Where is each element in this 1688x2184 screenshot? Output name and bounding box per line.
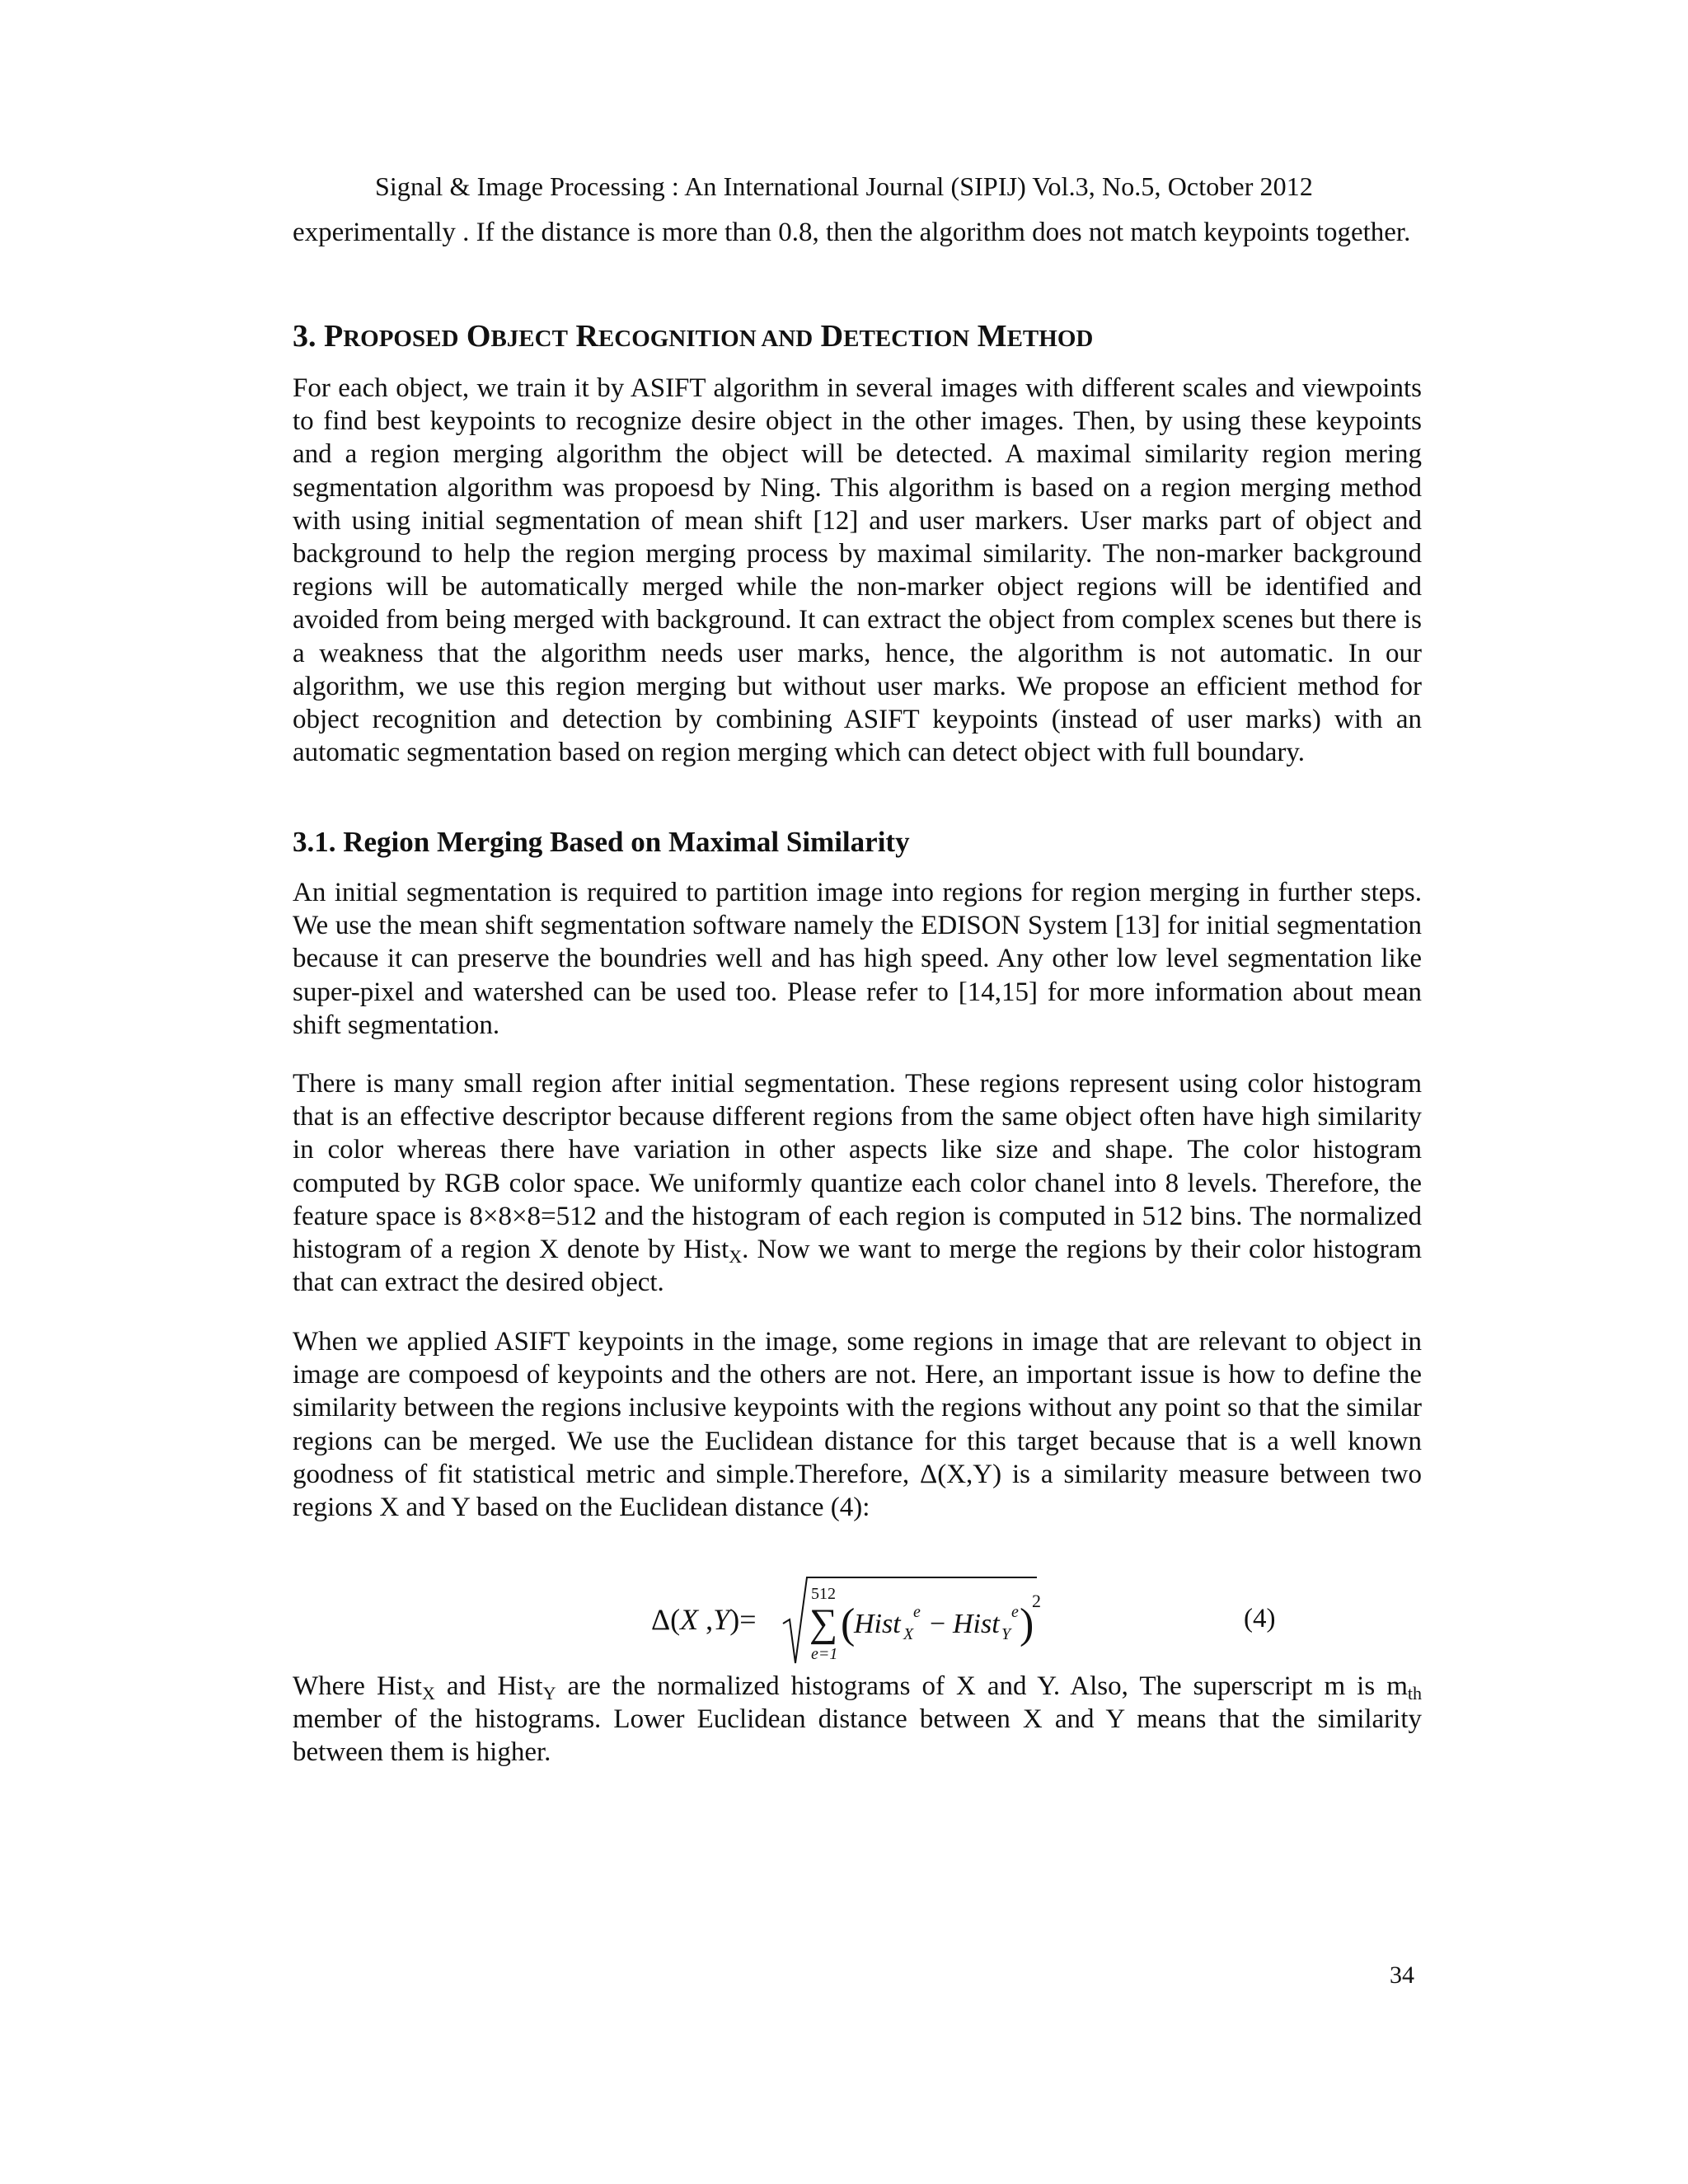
var-x: X bbox=[680, 1603, 699, 1636]
hist-x-superscript: e bbox=[913, 1603, 921, 1621]
title-cap: P bbox=[324, 319, 344, 354]
subsection-31-paragraph-4-block bbox=[293, 1670, 1422, 1769]
paragraph-text: Where Hist bbox=[293, 1671, 422, 1701]
subscript: X bbox=[729, 1246, 743, 1268]
var-y: Y bbox=[713, 1603, 730, 1636]
title-smallcaps: ETHOD bbox=[1006, 326, 1094, 352]
section-3-heading bbox=[293, 316, 1422, 359]
title-smallcaps: ECOGNITION AND bbox=[598, 326, 814, 352]
subscript: Y bbox=[542, 1683, 556, 1704]
paren-close: ) bbox=[729, 1603, 740, 1636]
hist-y-subscript: Y bbox=[1001, 1625, 1011, 1643]
paragraph-text: . Now we want to merge the regions by their color histogram that can extract the desired object. bbox=[293, 1235, 1422, 1298]
subsection-31-paragraph-3: When we applied ASIFT keypoints in the image, some regions in image that are relevant to object in image are compoesd of keypoints and the others are not. Here, an important issue is how to define the similarity between the regions inclusive keypoints with the regions without any point so that the similar regions can be merged. We use the Euclidean distance for this target because that is a well known goodness of fit statistical metric and simple.Therefore, Δ(X,Y) is a similarity measure between two regions X and Y based on the Euclidean distance (4): bbox=[293, 1327, 1422, 1523]
running-head: Signal & Image Processing : An International Journal (SIPIJ) Vol.3, No.5, October 2012 bbox=[375, 171, 1313, 201]
big-paren-open: ( bbox=[841, 1601, 856, 1647]
subscript: th bbox=[1407, 1683, 1422, 1704]
sum-lower-limit: e=1 bbox=[811, 1645, 838, 1663]
page-number: 34 bbox=[1390, 1961, 1414, 1989]
paragraph-text: are the normalized histograms of X and Y. Also, The superscript m is m bbox=[556, 1671, 1408, 1701]
minus-sign: − bbox=[930, 1609, 946, 1639]
paragraph-text: and Hist bbox=[434, 1671, 543, 1701]
subsection-31-heading: 3.1. Region Merging Based on Maximal Similarity bbox=[293, 826, 910, 858]
section-number: 3. bbox=[293, 319, 316, 354]
square-exponent: 2 bbox=[1032, 1591, 1041, 1611]
title-smallcaps: BJECT bbox=[490, 326, 568, 352]
equation-rhs bbox=[781, 1574, 1078, 1673]
paragraph-text: member of the histograms. Lower Euclidean distance between X and Y means that the similarity between them is higher. bbox=[293, 1704, 1422, 1768]
subsection-31-paragraph-4 bbox=[293, 1670, 1422, 1769]
title-cap: M bbox=[977, 319, 1007, 354]
subsection-31-paragraph-1-block bbox=[293, 876, 1422, 1042]
title-cap: R bbox=[575, 319, 598, 354]
hist-x: Hist bbox=[854, 1609, 901, 1639]
title-cap: O bbox=[466, 319, 491, 354]
equation-number: (4) bbox=[1244, 1604, 1276, 1633]
equation-4 bbox=[0, 1574, 1688, 1673]
hist-x-subscript: X bbox=[903, 1625, 914, 1643]
subsection-31-paragraph-1: An initial segmentation is required to partition image into regions for region merging in further steps. We use the mean shift segmentation software namely the EDISON System [13] for initial segmentation because it can preserve the boundries well and has high speed. Any other low level segmentation like super-pixel and watershed can be used too. Please refer to [14,15] for more information about mean shift segmentation. bbox=[293, 878, 1422, 1040]
subsection-31-paragraph-3-block bbox=[293, 1325, 1422, 1524]
summation-sign: ∑ bbox=[809, 1601, 838, 1645]
hist-y: Hist bbox=[953, 1609, 1000, 1639]
section-3-paragraph: For each object, we train it by ASIFT algorithm in several images with different scales and viewpoints to find best keypoints to recognize desire object in the other images. Then, by using these keypoints and a region merging algorithm the object will be detected. A maximal similarity region mering segmentation algorithm was propoesd by Ning. This algorithm is based on a region merging method with using initial segmentation of mean shift [12] and user markers. User marks part of object and background to help the region merging process by maximal similarity. The non-marker background regions will be automatically merged while the non-marker object regions will be identified and avoided from being merged with background. It can extract the object from complex scenes but there is a weakness that the algorithm needs user marks, hence, the algorithm is not automatic. In our algorithm, we use this region merging but without user marks. We propose an efficient method for object recognition and detection by combining ASIFT keypoints (instead of user marks) with an automatic segmentation based on region merging which can detect object with full boundary. bbox=[293, 373, 1422, 768]
delta-symbol: Δ bbox=[651, 1603, 671, 1636]
section-3-paragraph-block bbox=[293, 372, 1422, 769]
section-3-heading-block bbox=[293, 316, 1422, 359]
comma: , bbox=[698, 1603, 714, 1636]
subscript: X bbox=[421, 1683, 435, 1704]
subsection-31-paragraph-2-block bbox=[293, 1067, 1422, 1299]
title-smallcaps: ETECTION bbox=[843, 326, 970, 352]
title-smallcaps: ROPOSED bbox=[343, 326, 459, 352]
subsection-31-paragraph-2 bbox=[293, 1067, 1422, 1299]
sum-upper-limit: 512 bbox=[811, 1585, 836, 1603]
subsection-31-heading-block bbox=[293, 824, 1422, 860]
intro-paragraph-block bbox=[293, 216, 1422, 249]
big-paren-close: ) bbox=[1020, 1601, 1034, 1647]
equation-lhs bbox=[651, 1602, 757, 1637]
paragraph-text: There is many small region after initial segmentation. These regions represent using color histogram that is an effective descriptor because different regions from the same object often have high similarity in color whereas there have variation in other aspects like size and shape. The color histogram computed by RGB color space. We uniformly quantize each color chanel into 8 levels. Therefore, the feature space is 8×8×8=512 and the histogram of each region is computed in 512 bins. The normalized histogram of a region X denote by Hist bbox=[293, 1069, 1422, 1265]
intro-paragraph: experimentally . If the distance is more than 0.8, then the algorithm does not match keypoints together. bbox=[293, 218, 1411, 247]
title-cap: D bbox=[820, 319, 844, 354]
hist-y-superscript: e bbox=[1011, 1603, 1019, 1621]
paren-open: ( bbox=[670, 1603, 681, 1636]
equals-sign: = bbox=[739, 1603, 757, 1636]
